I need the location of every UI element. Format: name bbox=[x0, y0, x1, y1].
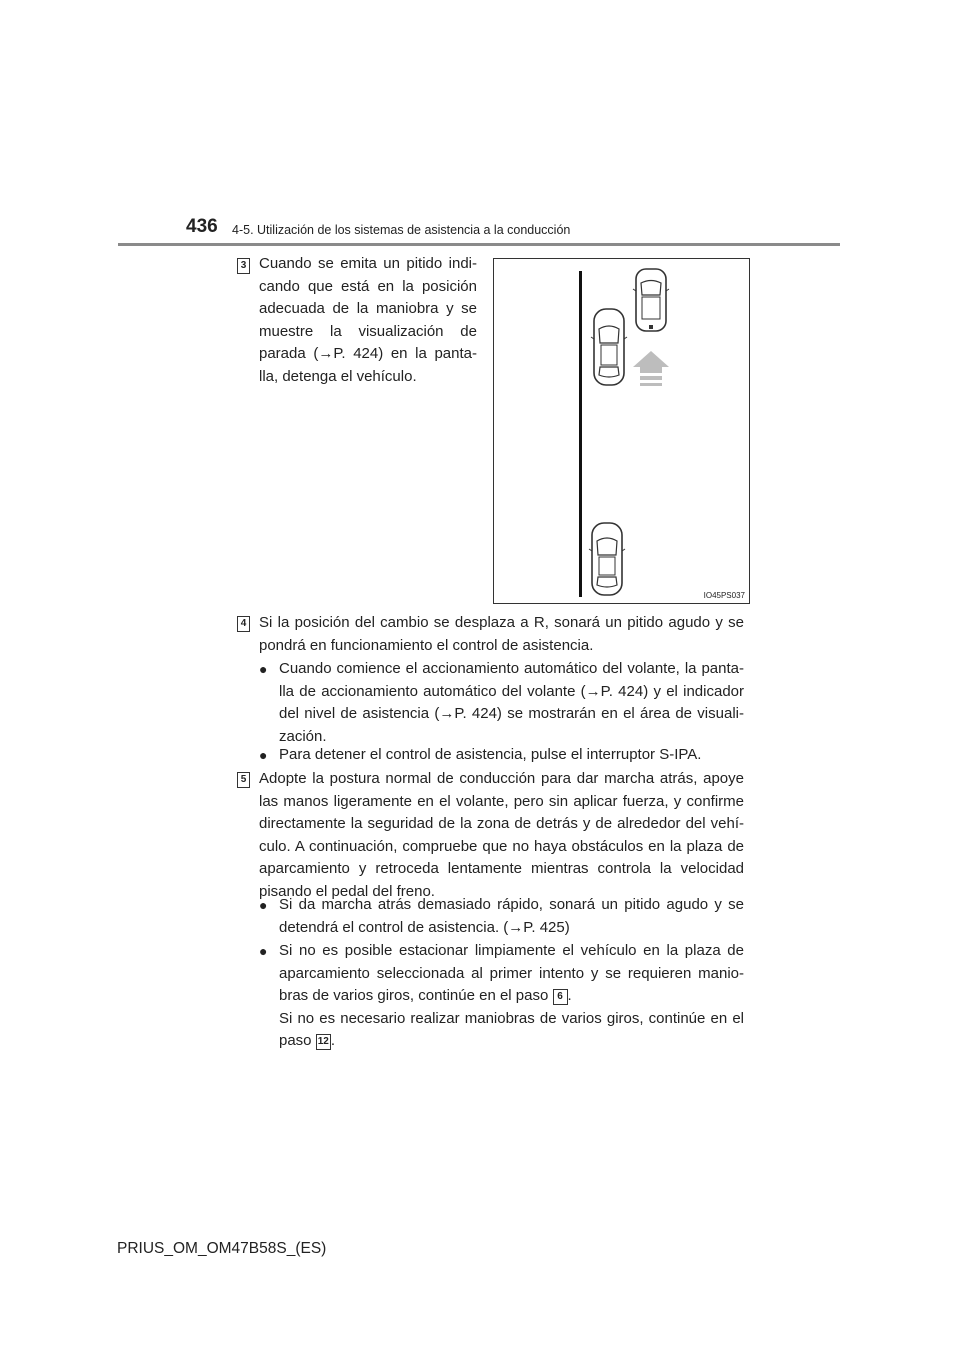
bullet-text-b-end: . bbox=[330, 1032, 335, 1049]
header-divider bbox=[118, 243, 840, 246]
step-marker-4: 4 bbox=[237, 616, 250, 632]
bullet-icon: ● bbox=[259, 897, 268, 913]
bullet-icon: ● bbox=[259, 943, 268, 959]
bullet-text: Para detener el control de asistencia, pulse el interruptor S-IPA. bbox=[279, 746, 702, 763]
footer-doc-code: PRIUS_OM_OM47B58S_(ES) bbox=[117, 1240, 327, 1257]
bullet-icon: ● bbox=[259, 661, 268, 677]
parking-line bbox=[579, 271, 582, 597]
step-5-bullet-1 bbox=[259, 894, 744, 939]
own-car bbox=[633, 269, 669, 331]
step-5-text: Adopte la postura normal de conducción para dar marcha atrás, apoye las manos ligeramente en el volante, pero sin aplicar fuerza, y confirme directamente la seguridad de la zona de detrás y de alrededor del vehí-culo. A continuación, compruebe que no haya obstáculos en la plaza de aparcamiento y retroceda lentamente mientras controla la velocidad pisando el pedal del freno. bbox=[259, 770, 744, 900]
parking-figure bbox=[493, 258, 750, 604]
step-ref-12[interactable]: 12 bbox=[316, 1034, 331, 1050]
bullet-text-a: Si no es posible estacionar limpiamente el vehículo en la plaza de aparcamiento seleccionada al primer intento y se requieren manio-bras de varios giros, continúe en el paso bbox=[279, 942, 744, 1004]
parking-diagram bbox=[494, 259, 749, 603]
page-number: 436 bbox=[186, 216, 218, 237]
bullet-text-b: Si no es necesario realizar maniobras de varios giros, continúe en el paso bbox=[279, 1009, 744, 1049]
bullet-icon: ● bbox=[259, 747, 268, 763]
step-4-text: Si la posición del cambio se desplaza a R, sonará un pitido agudo y se pondrá en funcionamiento el control de asistencia. bbox=[259, 614, 744, 654]
bullet-text: Cuando comience el accionamiento automático del volante, la panta-lla de accionamiento automático del volante (→P. 424) y el indicador del nivel de asistencia (→P. 424) se mostrarán en el área de visuali-zación. bbox=[279, 660, 744, 745]
bullet-text-a-end: . bbox=[567, 987, 572, 1004]
step-marker-5: 5 bbox=[237, 772, 250, 788]
parked-car-rear bbox=[589, 523, 625, 595]
figure-code: IO45PS037 bbox=[703, 591, 745, 600]
step-marker-3: 3 bbox=[237, 258, 250, 274]
direction-arrow bbox=[633, 351, 669, 386]
step-4-bullet-1 bbox=[259, 658, 744, 748]
step-4-bullet-2 bbox=[259, 744, 744, 767]
section-title: 4-5. Utilización de los sistemas de asistencia a la conducción bbox=[232, 223, 571, 237]
parked-car-front bbox=[591, 309, 627, 385]
step-5-bullet-2 bbox=[259, 940, 744, 1053]
bullet-text: Si da marcha atrás demasiado rápido, sonará un pitido agudo y se detendrá el control de asistencia. (→P. 425) bbox=[279, 896, 744, 936]
step-3-text: Cuando se emita un pitido indi-cando que está en la posición adecuada de la maniobra y se muestre la visualización de parada (→P. 424) en la panta-lla, detenga el vehículo. bbox=[259, 255, 477, 385]
step-ref-6[interactable]: 6 bbox=[553, 989, 568, 1005]
